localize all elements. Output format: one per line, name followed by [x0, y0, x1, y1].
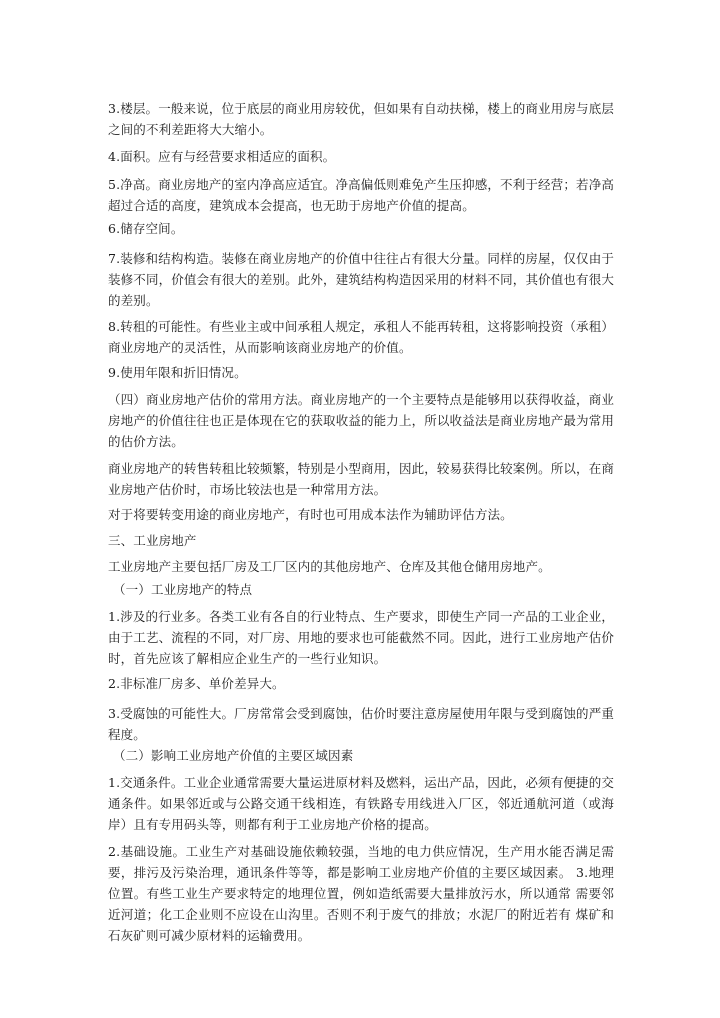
paragraph-corrosion: 3.受腐蚀的可能性大。厂房常常会受到腐蚀，估价时要注意房屋使用年限与受到腐蚀的严重程度。 [108, 706, 614, 742]
paragraph-decoration: 7.装修和结构构造。装修在商业房地产的价值中往往占有很大分量。同样的房屋，仅仅由于装修不同，价值会有很大的差别。此外，建筑结构构造因采用的材料不同，其价值也有很大的差别。 [108, 251, 615, 308]
subheading-regional-factors: （二）影响工业房地产价值的主要区域因素 [113, 748, 354, 763]
paragraph-area: 4.面积。应有与经营要求相适应的面积。 [108, 149, 336, 164]
paragraph-valuation-methods: （四）商业房地产估价的常用方法。商业房地产的一个主要特点是能够用以获得收益，商业房地产的价值往往也正是体现在它的获取收益的能力上，所以收益法是商业房地产最为常用的估价方法。 [108, 392, 615, 449]
paragraph-industrial-scope: 工业房地产主要包括厂房及工厂区内的其他房地产、仓库及其他仓储用房地产。 [108, 559, 551, 574]
subheading-features: （一）工业房地产的特点 [113, 582, 253, 597]
paragraph-market-comparison: 商业房地产的转售转租比较频繁，特别是小型商用，因此，较易获得比较案例。所以，在商业房地产估价时，市场比较法也是一种常用方法。 [108, 461, 615, 497]
paragraph-many-industries: 1.涉及的行业多。各类工业有各自的行业特点、生产要求，即使生产同一产品的工业企业，由于工艺、流程的不同，对厂房、用地的要求也可能截然不同。因此，进行工业房地产估价时，首先应该了解相应企业生产的一些行业知识。 [108, 609, 615, 666]
paragraph-nonstandard-plants: 2.非标准厂房多、单价差异大。 [108, 676, 285, 691]
paragraph-infrastructure-location: 2.基础设施。工业生产对基础设施依赖较强，当地的电力供应情况，生产用水能否满足需要，排污及污染治理，通讯条件等等，都是影响工业房地产价值的主要区域因素。 3.地理位置。有些工业生产要求特定的地理位置，例如造纸需要大量排放污水，所以通常 需要邻近河道；化工企业则不应设在山沟里。否则不利于废气的排放；水泥厂的附近若有 煤矿和石灰矿则可减少原材料的运输费用。 [108, 844, 614, 943]
paragraph-transportation: 1.交通条件。工业企业通常需要大量运进原材料及燃料，运出产品，因此，必须有便捷的交通条件。如果邻近或与公路交通干线相连，有铁路专用线进入厂区，邻近通航河道（或海岸）且有专用码头等，则都有利于工业房地产价格的提高。 [108, 775, 614, 832]
paragraph-cost-method: 对于将要转变用途的商业房地产，有时也可用成本法作为辅助评估方法。 [108, 507, 513, 522]
paragraph-storage: 6.储存空间。 [108, 221, 184, 236]
section-heading-industrial: 三、工业房地产 [108, 533, 197, 548]
paragraph-sublet: 8.转租的可能性。有些业主或中间承租人规定，承租人不能再转租，这将影响投资（承租）商业房地产的灵活性，从而影响该商业房地产的价值。 [108, 319, 614, 355]
paragraph-ceiling-height: 5.净高。商业房地产的室内净高应适宜。净高偏低则难免产生压抑感，不利于经营；若净高超过合适的高度，建筑成本会提高，也无助于房地产价值的提高。 [108, 177, 614, 213]
paragraph-depreciation: 9.使用年限和折旧情况。 [108, 365, 247, 380]
paragraph-floor: 3.楼层。一般来说，位于底层的商业用房较优，但如果有自动扶梯，楼上的商业用房与底层之间的不利差距将大大缩小。 [108, 101, 614, 137]
